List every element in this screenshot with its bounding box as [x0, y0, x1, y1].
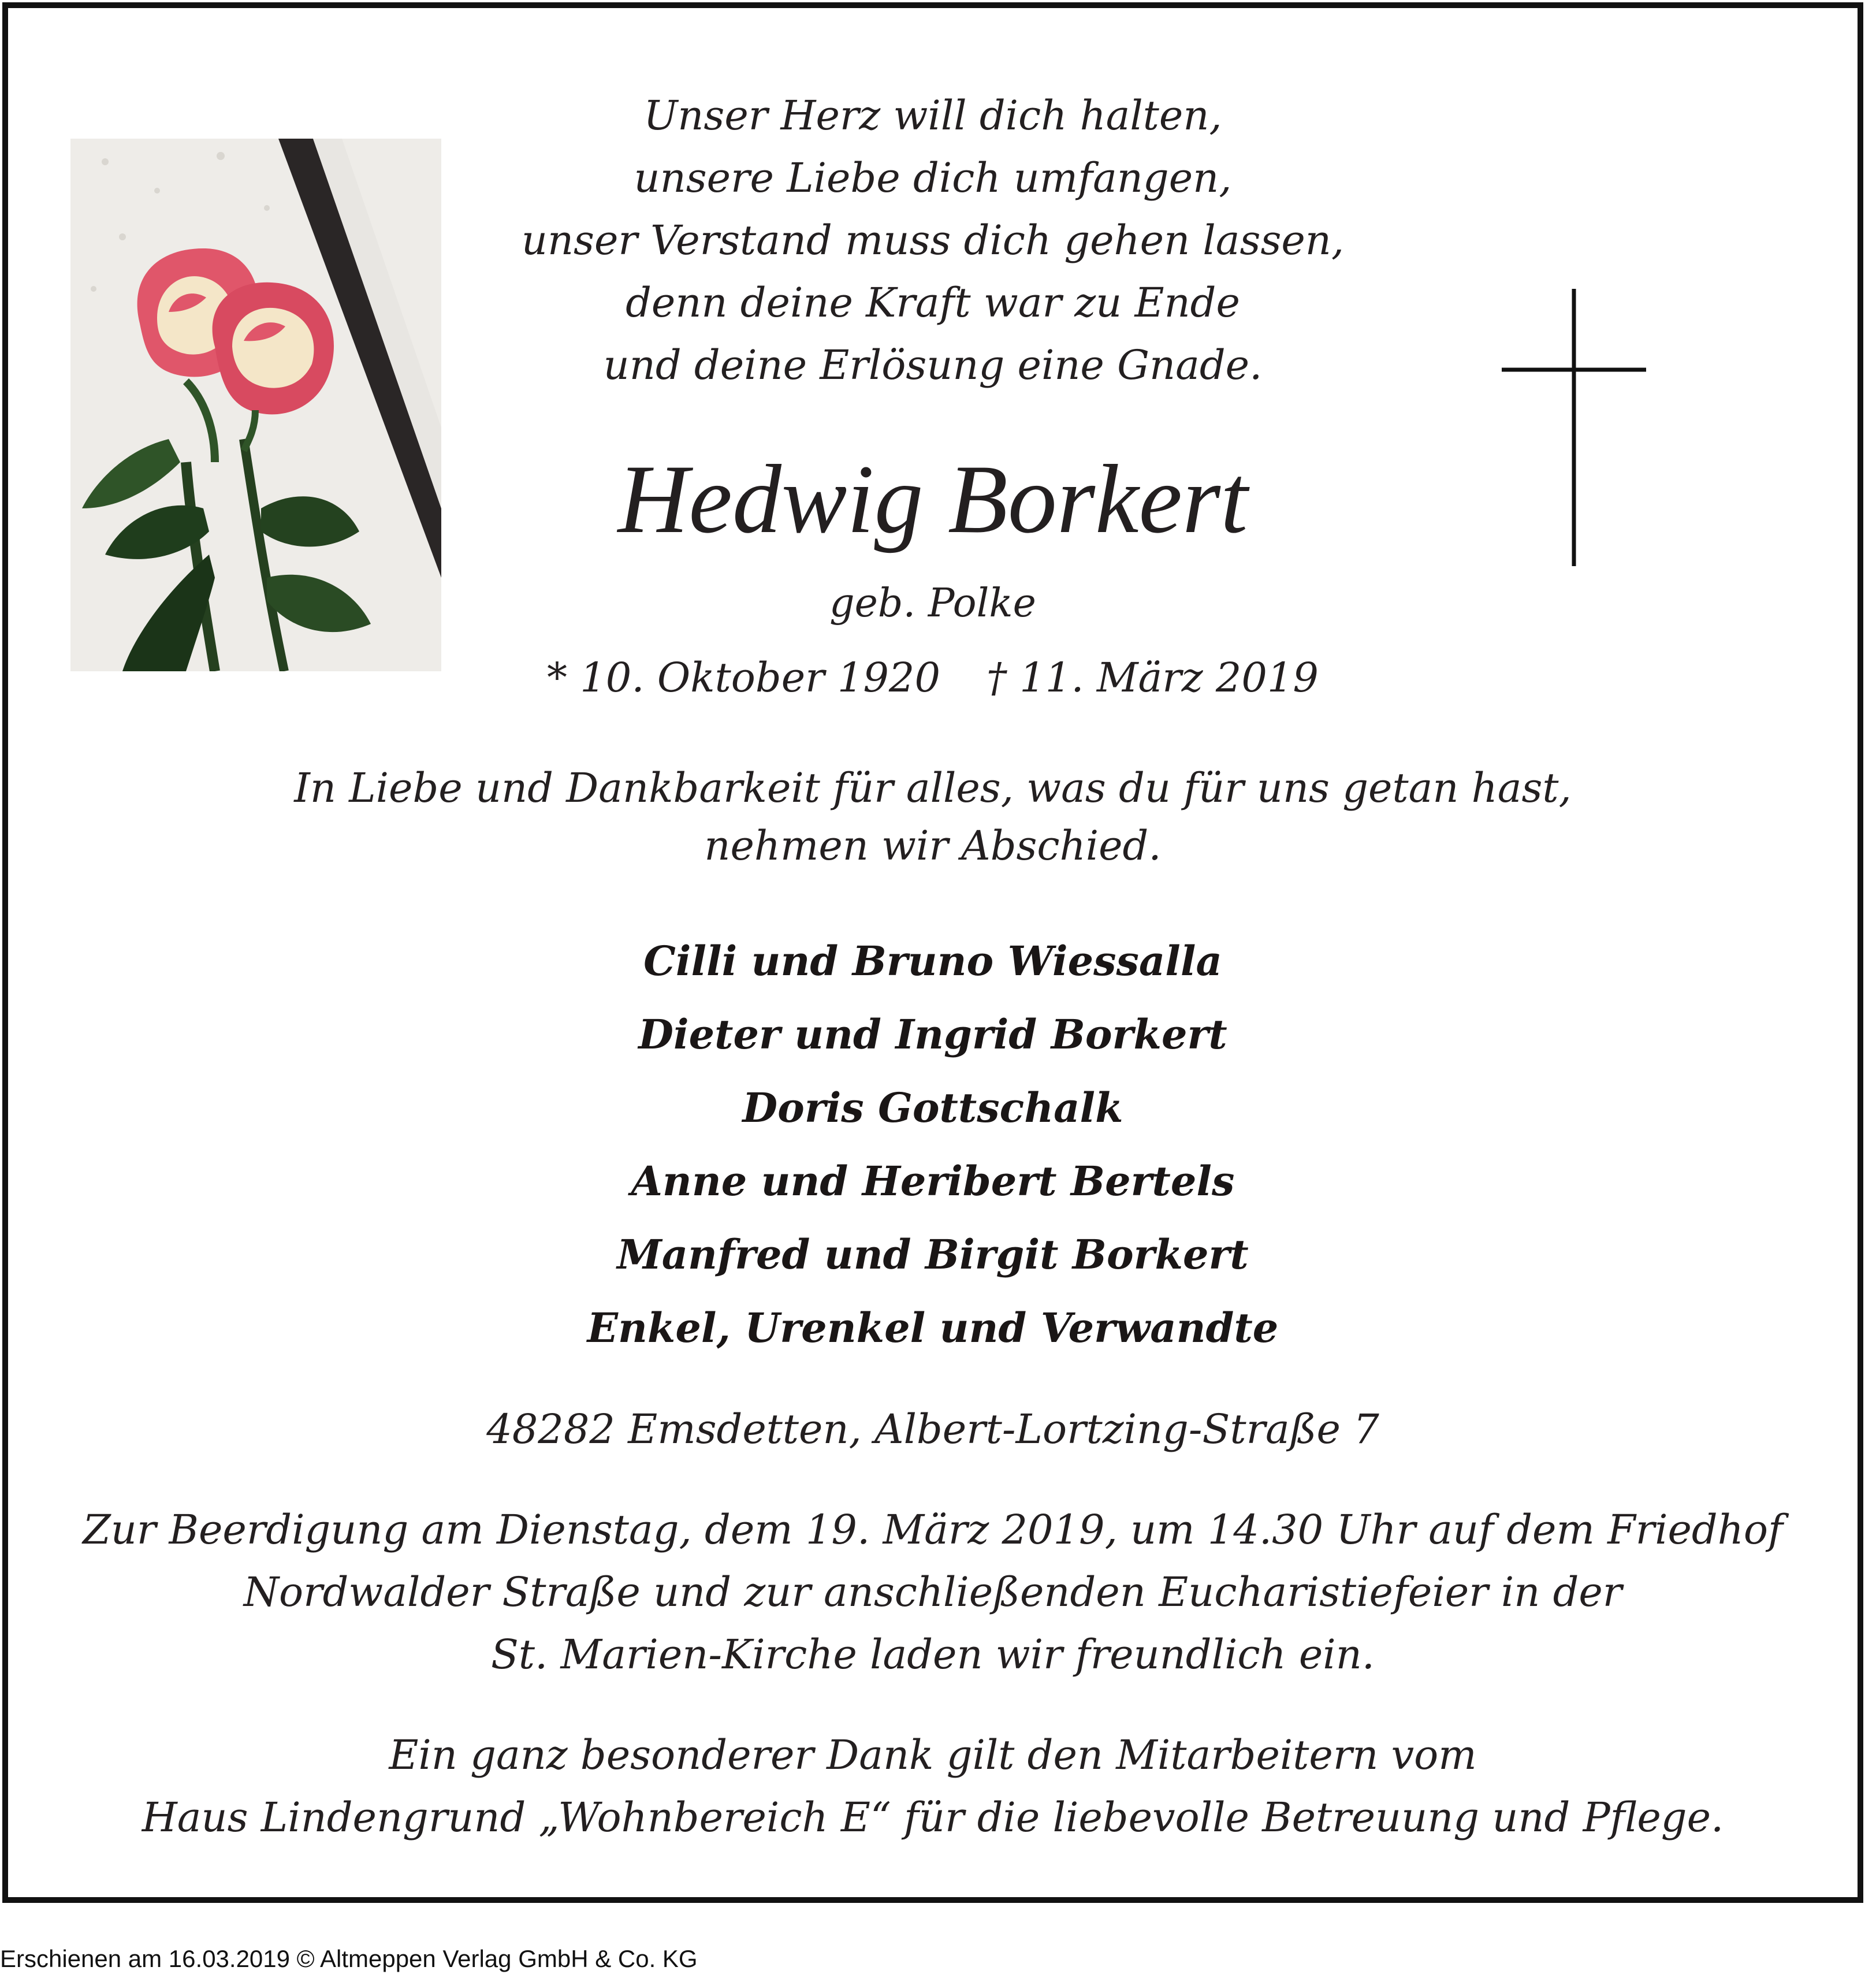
farewell-line: In Liebe und Dankbarkeit für alles, was du für uns getan hast,: [294, 764, 1572, 812]
verse-line: denn deine Kraft war zu Ende: [626, 279, 1240, 326]
verse-line: unsere Liebe dich umfangen,: [634, 154, 1232, 202]
thanks-line: Ein ganz besonderer Dank gilt den Mitarbeitern vom: [389, 1731, 1477, 1779]
deceased-name: Hedwig Borkert: [617, 445, 1248, 553]
mourner-entry: Dieter und Ingrid Borkert: [638, 1010, 1227, 1058]
family-address: 48282 Emsdetten, Albert-Lortzing-Straße 7: [486, 1406, 1379, 1453]
verse-line: und deine Erlösung eine Gnade.: [603, 341, 1263, 389]
funeral-details: [8, 1499, 1858, 1686]
farewell-text: [8, 759, 1858, 875]
birth-date: * 10. Oktober 1920: [547, 654, 940, 701]
mourner-entry: Doris Gottschalk: [742, 1084, 1123, 1132]
maiden-name: geb. Polke: [829, 581, 1036, 626]
thanks-note: [8, 1724, 1858, 1849]
farewell-line: nehmen wir Abschied.: [704, 822, 1162, 869]
publication-footer: Erschienen am 16.03.2019 © Altmeppen Verlag GmbH & Co. KG: [0, 1945, 698, 1972]
mourner-entry: Anne und Heribert Bertels: [631, 1157, 1235, 1205]
mourners-list: [8, 924, 1858, 1364]
verse-line: Unser Herz will dich halten,: [643, 92, 1222, 139]
verse-line: unser Verstand muss dich gehen lassen,: [521, 217, 1345, 264]
mourner-entry: Manfred und Birgit Borkert: [617, 1230, 1249, 1278]
funeral-line: St. Marien-Kirche laden wir freundlich ein.: [490, 1631, 1375, 1678]
mourner-entry: Cilli und Bruno Wiessalla: [643, 937, 1222, 985]
life-dates: [8, 652, 1858, 704]
thanks-line: Haus Lindengrund „Wohnbereich E“ für die liebevolle Betreuung und Pflege.: [142, 1794, 1724, 1841]
funeral-line: Zur Beerdigung am Dienstag, dem 19. März 2019, um 14.30 Uhr auf dem Friedhof: [83, 1506, 1783, 1553]
mourner-entry: Enkel, Urenkel und Verwandte: [587, 1304, 1279, 1352]
funeral-line: Nordwalder Straße und zur anschließenden Eucharistiefeier in der: [243, 1568, 1622, 1616]
obituary-notice: [2, 2, 1863, 1903]
death-date: † 11. März 2019: [987, 654, 1319, 701]
